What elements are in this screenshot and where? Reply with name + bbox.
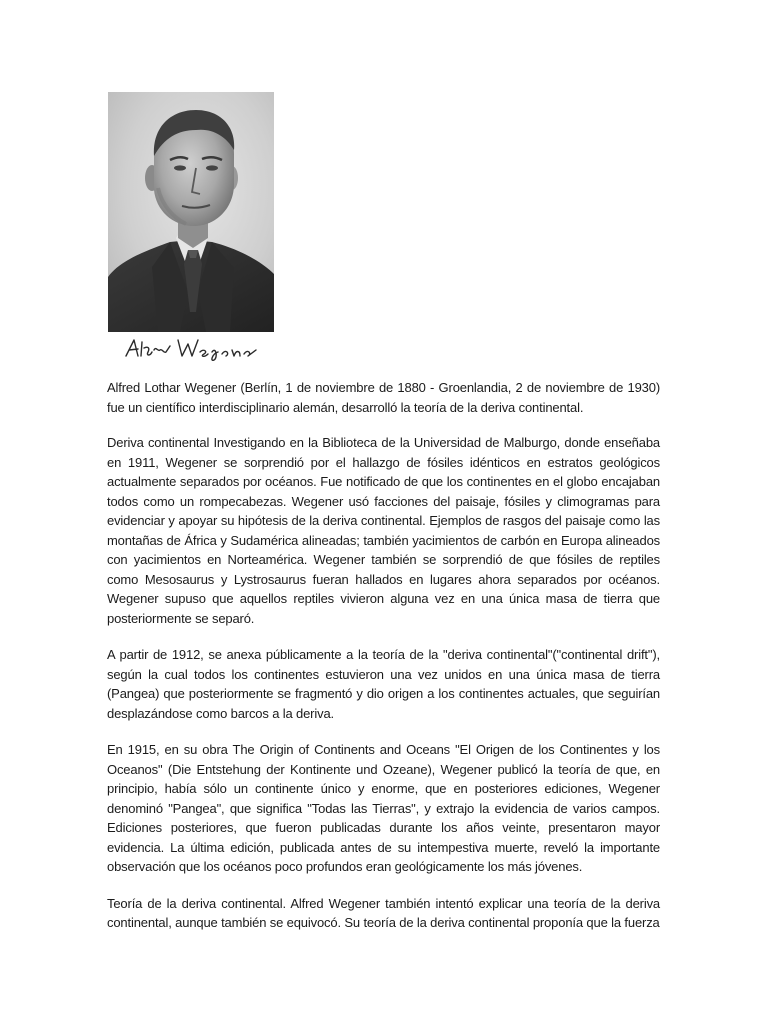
paragraph-1915: En 1915, en su obra The Origin of Continents and Oceans "El Origen de los Continentes y los Oceanos" (Die Entstehung der Kontinente und Ozeane), Wegener publicó la teoría de que, en principio, había sólo un continente único y enorme, que en posteriores ediciones, Wegener denominó "Pangea", que significa "Todas las Tierras", y extrajo la evidencia de varios campos. Ediciones posteriores, que fueron publicadas durante los años veinte, presentaron mayor evidencia. La última edición, publicada antes de su intempestiva muerte, reveló la importante observación que los océanos poco profundos eran geológicamente los más jóvenes. [107,742,660,874]
article-body [107,378,660,950]
paragraph-intro: Alfred Lothar Wegener (Berlín, 1 de noviembre de 1880 - Groenlandia, 2 de noviembre de 1930) fue un científico interdisciplinario alemán, desarrolló la teoría de la deriva continental. [107,380,660,415]
paragraph-1912: A partir de 1912, se anexa públicamente a la teoría de la "deriva continental"("continental drift"), según la cual todos los continentes estuvieron una vez unidos en una única masa de tierra (Pangea) que posteriormente se fragmentó y dio origen a los continentes actuales, que seguirían desplazándose como barcos a la deriva. [107,647,660,721]
signature-image [108,332,274,368]
paragraph-deriva-continental: Deriva continental Investigando en la Biblioteca de la Universidad de Malburgo, donde enseñaba en 1911, Wegener se sorprendió por el hallazgo de fósiles idénticos en estratos geológicos actualmente separados por océanos. Fue notificado de que los continentes en el globo encajaban todos como un rompecabezas. Wegener usó facciones del paisaje, fósiles y climogramas para evidenciar y apoyar su hipótesis de la deriva continental. Ejemplos de rasgos del paisaje como las montañas de África y Sudamérica alineadas; también yacimientos de carbón en Europa alineados con yacimientos en Norteamérica. Wegener también se sorprendió de que fósiles de reptiles como Mesosaurus y Lystrosaurus fueran hallados en lugares ahora separados por océanos. Wegener supuso que aquellos reptiles vivieron alguna vez en una única masa de tierra que posteriormente se separó. [107,435,660,626]
portrait-figure [108,92,274,368]
portrait-photo [108,92,274,332]
paragraph-teoria: Teoría de la deriva continental. Alfred Wegener también intentó explicar una teoría de la deriva continental, aunque también se equivocó. Su teoría de la deriva continental proponía que la fuerza [107,895,660,930]
